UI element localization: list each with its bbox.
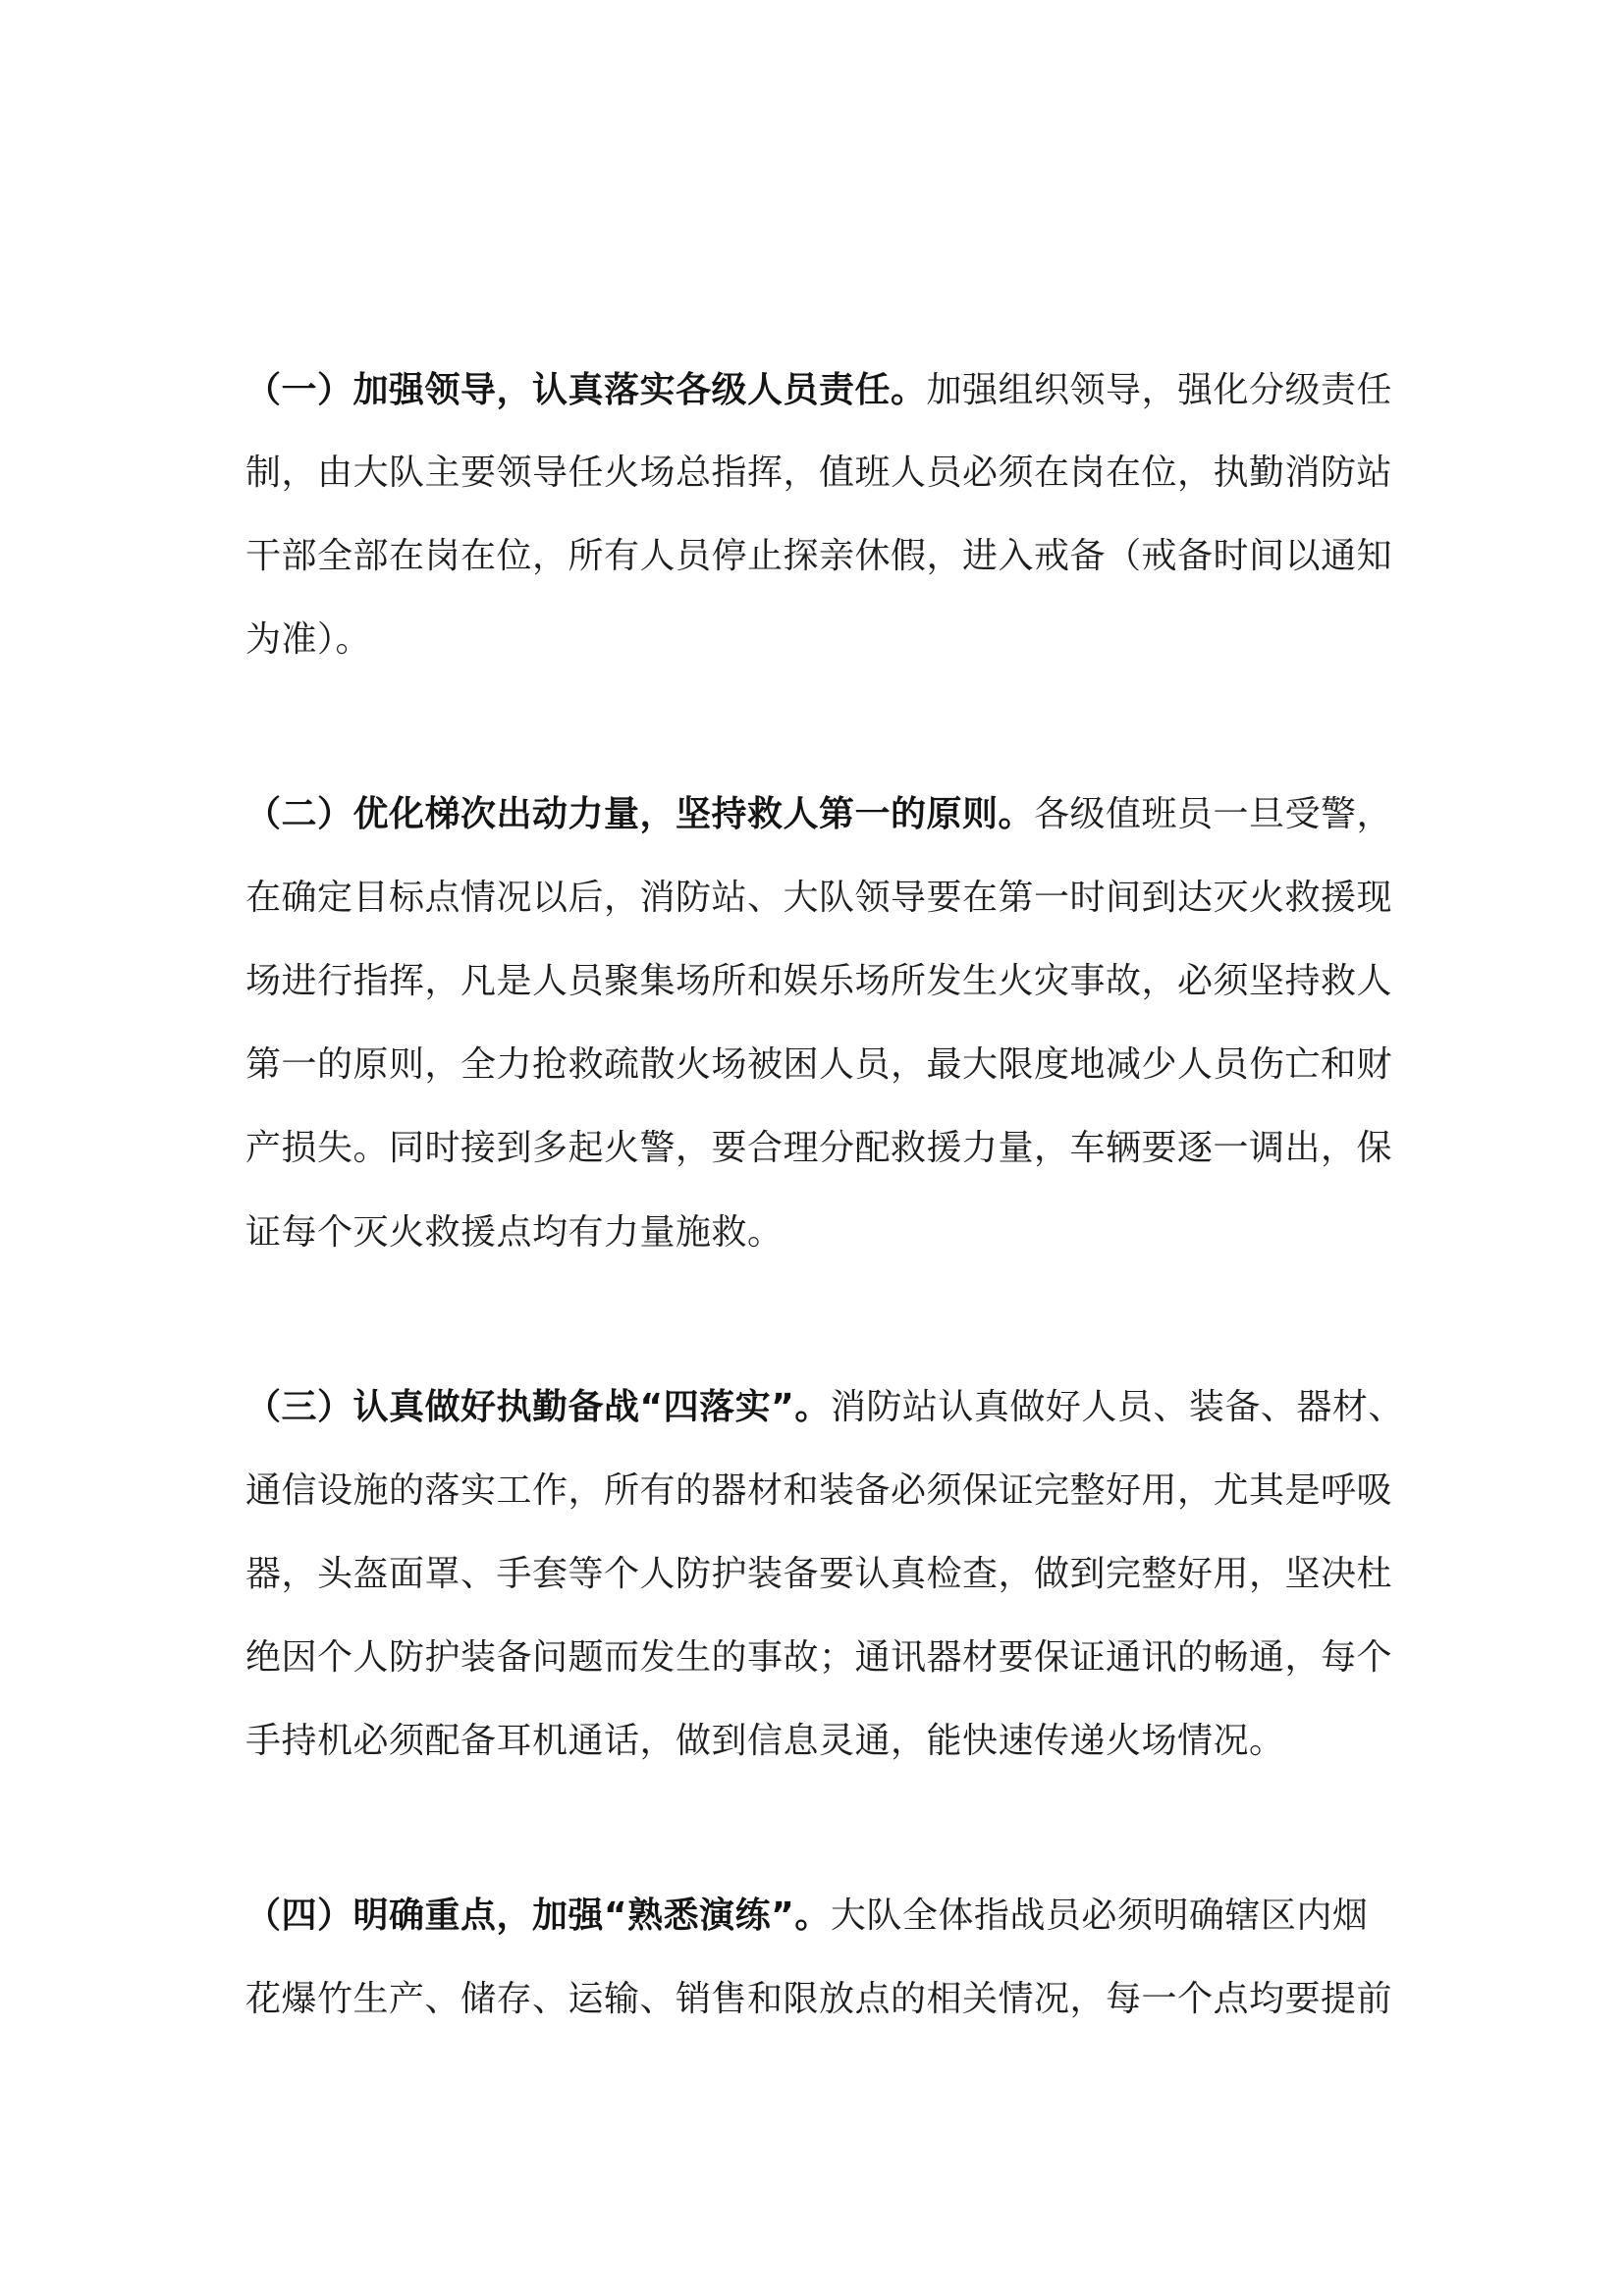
section-1-body-line-2: 制，由大队主要领导任火场总指挥，值班人员必须在岗在位，执勤消防站 [245, 453, 1393, 493]
section-1-line-1 [245, 361, 1404, 420]
section-2-line-1 [245, 785, 1404, 844]
section-3-body-line-2: 通信设施的落实工作，所有的器材和装备必须保证完整好用，尤其是呼吸 [245, 1470, 1393, 1511]
section-1-heading: （一）加强领导，认真落实各级人员责任。 [245, 370, 927, 410]
section-4-body-line-1: 大队全体指战员必须明确辖区内烟 [830, 1896, 1369, 1936]
section-3-body-line-1: 消防站认真做好人员、装备、器材、 [830, 1387, 1404, 1427]
section-4-body-line-2: 花爆竹生产、储存、运输、销售和限放点的相关情况，每一个点均要提前 [245, 1979, 1393, 2019]
section-3-heading: （三）认真做好执勤备战“四落实”。 [245, 1387, 831, 1427]
section-3-line-1 [245, 1378, 1404, 1437]
section-1-body-line-4: 为准）。 [245, 619, 372, 660]
section-2-body-line-3: 场进行指挥，凡是人员聚集场所和娱乐场所发生火灾事故，必须坚持救人 [245, 961, 1393, 1001]
section-2-body-line-2: 在确定目标点情况以后，消防站、大队领导要在第一时间到达灭火救援现 [245, 878, 1393, 918]
section-1-body-line-3: 干部全部在岗在位，所有人员停止探亲休假，进入戒备（戒备时间以通知 [245, 536, 1393, 576]
section-2-body-line-5: 产损失。同时接到多起火警，要合理分配救援力量，车辆要逐一调出，保 [245, 1128, 1393, 1168]
section-4-line-1 [245, 1887, 1404, 1946]
section-3-body-line-5: 手持机必须配备耳机通话，做到信息灵通，能快速传递火场情况。 [245, 1721, 1285, 1761]
section-2-body-line-4: 第一的原则，全力抢救疏散火场被困人员，最大限度地减少人员伤亡和财 [245, 1044, 1393, 1085]
section-2-body-line-6: 证每个灭火救援点均有力量施救。 [245, 1212, 784, 1253]
section-2-heading: （二）优化梯次出动力量，坚持救人第一的原则。 [245, 794, 1035, 834]
section-3-body-line-4: 绝因个人防护装备问题而发生的事故；通讯器材要保证通讯的畅通，每个 [245, 1637, 1393, 1678]
section-2-body-line-1: 各级值班员一旦受警， [1034, 794, 1393, 834]
section-3-body-line-3: 器，头盔面罩、手套等个人防护装备要认真检查，做到完整好用，坚决杜 [245, 1554, 1393, 1594]
section-4-heading: （四）明确重点，加强“熟悉演练”。 [245, 1896, 831, 1936]
section-1-body-line-1: 加强组织领导，强化分级责任 [926, 370, 1393, 410]
